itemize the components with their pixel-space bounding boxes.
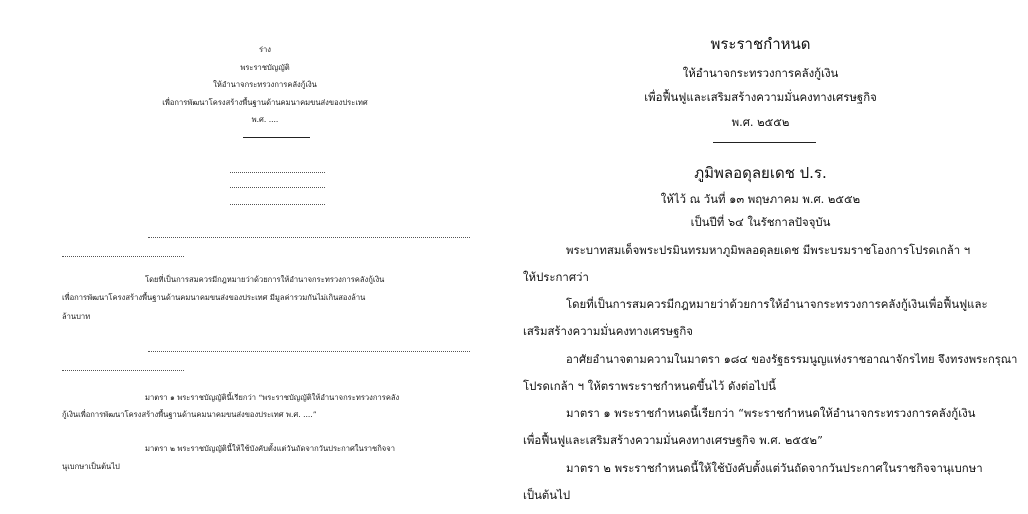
decree-preamble-line-1: โดยที่เป็นการสมควรมีกฎหมายว่าด้วยการให้อำนาจกระทรวงการคลังกู้เงินเพื่อฟื้นฟูและ	[566, 297, 988, 311]
draft-blank-line-2b	[62, 370, 184, 371]
decree-section-1-line-2: เพื่อฟื้นฟูและเสริมสร้างความมั่นคงทางเศรษฐกิจ พ.ศ. ๒๕๕๒”	[523, 433, 823, 447]
decree-year-line: พ.ศ. ๒๕๕๒	[731, 115, 790, 129]
draft-blank-line-1b	[62, 256, 184, 257]
decree-given-date: ให้ไว้ ณ วันที่ ๑๓ พฤษภาคม พ.ศ. ๒๕๕๒	[660, 192, 861, 206]
draft-signature-dots-3	[230, 204, 325, 205]
draft-doc-type: พระราชบัญญัติ	[240, 63, 290, 72]
draft-act-page	[0, 0, 500, 514]
draft-section-2-line-1: มาตรา ๒ พระราชบัญญัตินี้ให้ใช้บังคับตั้งแต่วันถัดจากวันประกาศในราชกิจจา	[145, 444, 395, 453]
draft-signature-dots-2	[230, 187, 325, 188]
draft-title-line-2: เพื่อการพัฒนาโครงสร้างพื้นฐานด้านคมนาคมขนส่งของประเทศ	[162, 98, 368, 107]
draft-section-1-line-2: กู้เงินเพื่อการพัฒนาโครงสร้างพื้นฐานด้านคมนาคมขนส่งของประเทศ พ.ศ. ....”	[62, 410, 317, 419]
draft-blank-line-2a	[148, 351, 470, 352]
decree-section-2-line-2: เป็นต้นไป	[523, 488, 571, 502]
draft-preamble-line-3: ล้านบาท	[62, 312, 91, 321]
decree-proclamation-line-1: พระบาทสมเด็จพระปรมินทรมหาภูมิพลอดุลยเดช มีพระบรมราชโองการโปรดเกล้า ฯ	[566, 243, 971, 257]
draft-label: ร่าง	[258, 45, 272, 54]
decree-signatory: ภูมิพลอดุลยเดช ป.ร.	[694, 164, 827, 182]
decree-section-2-line-1: มาตรา ๒ พระราชกำหนดนี้ให้ใช้บังคับตั้งแต่วันถัดจากวันประกาศในราชกิจจานุเบกษา	[566, 461, 983, 475]
draft-year-line: พ.ศ. ....	[251, 115, 279, 124]
draft-title-rule	[243, 137, 310, 138]
draft-section-1-line-1: มาตรา ๑ พระราชบัญญัตินี้เรียกว่า “พระราชบัญญัติให้อำนาจกระทรวงการคลัง	[145, 393, 400, 402]
royal-decree-page	[508, 0, 1028, 514]
draft-section-2-line-2: นุเบกษาเป็นต้นไป	[62, 462, 120, 471]
decree-title-line-1: ให้อำนาจกระทรวงการคลังกู้เงิน	[682, 66, 839, 80]
decree-authority-line-2: โปรดเกล้า ฯ ให้ตราพระราชกำหนดขึ้นไว้ ดังต่อไปนี้	[523, 379, 776, 393]
decree-section-1-line-1: มาตรา ๑ พระราชกำหนดนี้เรียกว่า “พระราชกำหนดให้อำนาจกระทรวงการคลังกู้เงิน	[566, 406, 976, 420]
decree-authority-line-1: อาศัยอำนาจตามความในมาตรา ๑๘๔ ของรัฐธรรมนูญแห่งราชอาณาจักรไทย จึงทรงพระกรุณา	[566, 353, 1018, 366]
decree-reign-year: เป็นปีที่ ๖๔ ในรัชกาลปัจจุบัน	[690, 215, 831, 229]
draft-blank-line-1a	[148, 237, 470, 238]
decree-preamble-line-2: เสริมสร้างความมั่นคงทางเศรษฐกิจ	[523, 324, 693, 338]
draft-signature-dots-1	[230, 172, 325, 173]
decree-doc-type: พระราชกำหนด	[710, 35, 811, 53]
decree-title-rule	[713, 142, 816, 143]
draft-title-line-1: ให้อำนาจกระทรวงการคลังกู้เงิน	[213, 80, 317, 89]
draft-preamble-line-1: โดยที่เป็นการสมควรมีกฎหมายว่าด้วยการให้อำนาจกระทรวงการคลังกู้เงิน	[145, 275, 385, 284]
decree-title-line-2: เพื่อฟื้นฟูและเสริมสร้างความมั่นคงทางเศรษฐกิจ	[644, 90, 877, 104]
draft-preamble-line-2: เพื่อการพัฒนาโครงสร้างพื้นฐานด้านคมนาคมขนส่งของประเทศ มีมูลค่ารวมกันไม่เกินสองล้าน	[62, 293, 366, 302]
decree-proclamation-line-2: ให้ประกาศว่า	[523, 270, 589, 284]
